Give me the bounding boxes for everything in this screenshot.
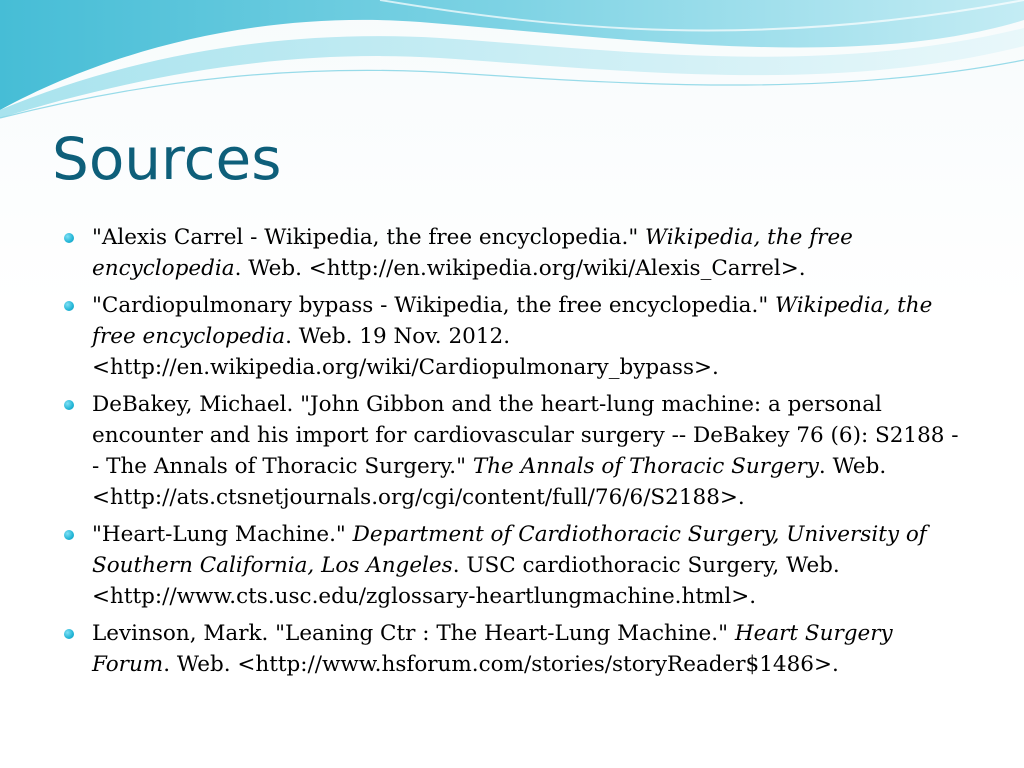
reference-source-title: Heart Surgery Forum bbox=[92, 621, 893, 677]
reference-item bbox=[64, 618, 964, 680]
reference-text: DeBakey, Michael. "John Gibbon and the heart-lung machine: a personal encounter and his import for cardiovascular surgery -- DeBakey 76 (6): S2188 -- The Annals of Thoracic Surgery." bbox=[92, 392, 959, 479]
reference-text: "Heart-Lung Machine." bbox=[92, 522, 353, 547]
reference-item bbox=[64, 290, 964, 383]
reference-details: . USC cardiothoracic Surgery, Web. <http://www.cts.usc.edu/zglossary-heartlungmachine.html>. bbox=[92, 553, 840, 609]
header-wave-decoration bbox=[0, 0, 1024, 130]
bullet-dot-icon bbox=[64, 400, 74, 410]
reference-details: . Web. <http://ats.ctsnetjournals.org/cgi/content/full/76/6/S2188>. bbox=[92, 454, 887, 510]
bullet-dot-icon bbox=[64, 629, 74, 639]
bullet-dot-icon bbox=[64, 301, 74, 311]
reference-item bbox=[64, 519, 964, 612]
reference-details: . Web. <http://en.wikipedia.org/wiki/Alexis_Carrel>. bbox=[234, 256, 806, 281]
reference-source-title: Department of Cardiothoracic Surgery, University of Southern California, Los Angeles bbox=[92, 522, 927, 578]
reference-source-title: Wikipedia, the free encyclopedia bbox=[92, 225, 853, 281]
reference-text: Levinson, Mark. "Leaning Ctr : The Heart-Lung Machine." bbox=[92, 621, 735, 646]
slide-title: Sources bbox=[52, 125, 282, 193]
bullet-dot-icon bbox=[64, 233, 74, 243]
reference-list bbox=[64, 222, 964, 686]
reference-text: "Alexis Carrel - Wikipedia, the free encyclopedia." bbox=[92, 225, 646, 250]
reference-details: . Web. <http://www.hsforum.com/stories/storyReader$1486>. bbox=[163, 652, 839, 677]
bullet-dot-icon bbox=[64, 530, 74, 540]
reference-details: . Web. 19 Nov. 2012. <http://en.wikipedia.org/wiki/Cardiopulmonary_bypass>. bbox=[92, 324, 719, 380]
reference-item bbox=[64, 222, 964, 284]
reference-source-title: The Annals of Thoracic Surgery bbox=[472, 454, 819, 479]
reference-item bbox=[64, 389, 964, 513]
reference-source-title: Wikipedia, the free encyclopedia bbox=[92, 293, 933, 349]
reference-text: "Cardiopulmonary bypass - Wikipedia, the free encyclopedia." bbox=[92, 293, 776, 318]
